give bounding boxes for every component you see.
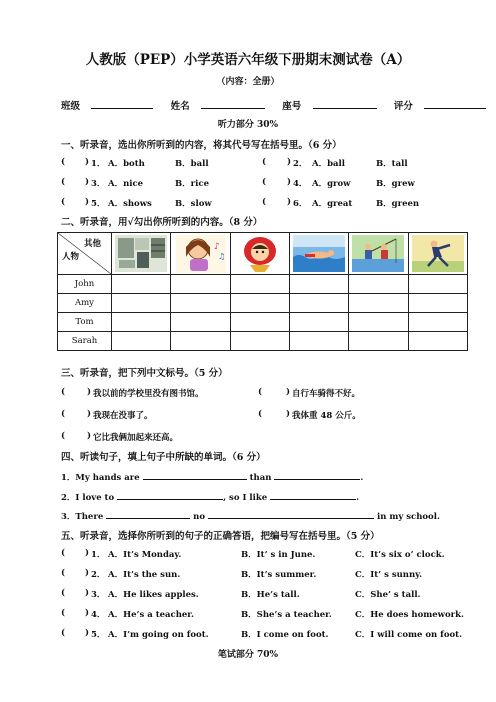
written-part-title: 笔试部分 70% — [217, 650, 279, 660]
picture-library — [112, 233, 171, 275]
table-row — [58, 313, 468, 332]
corner-label-bottom: 人物 — [62, 252, 80, 262]
picture-fishing — [349, 233, 408, 275]
class-label: 班级 — [61, 101, 81, 112]
section4-heading: 四、听读句子，填上句子中所缺的单词。（6 分） — [61, 452, 266, 463]
check-cell[interactable] — [349, 332, 408, 351]
class-field[interactable] — [91, 100, 153, 109]
answer-paren[interactable]: ( — [61, 608, 66, 618]
check-cell[interactable] — [112, 313, 171, 332]
check-cell[interactable] — [408, 294, 467, 313]
svg-text:♪: ♪ — [213, 241, 220, 252]
check-cell[interactable] — [171, 332, 230, 351]
picture-girl-singing — [171, 233, 230, 275]
singing-girl-icon — [176, 235, 226, 273]
fill-line-3: 3．There no in my school. — [61, 512, 440, 522]
answer-paren[interactable]: ( — [262, 197, 267, 207]
row-name: Amy — [58, 294, 112, 313]
library-icon — [115, 235, 167, 272]
fill-blank[interactable] — [106, 510, 190, 519]
fill-blank[interactable] — [274, 471, 360, 480]
fill-blank[interactable] — [143, 471, 247, 480]
section2-heading: 二、听录音，用√勾出你所听到的内容。（8 分） — [61, 217, 263, 228]
check-cell[interactable] — [112, 332, 171, 351]
fill-blank[interactable] — [270, 491, 356, 500]
answer-paren[interactable]: ( — [61, 409, 66, 419]
name-field[interactable] — [201, 100, 265, 109]
answer-paren[interactable]: ( — [61, 431, 66, 441]
answer-paren[interactable]: ( — [262, 177, 267, 187]
check-cell[interactable] — [230, 332, 289, 351]
check-cell[interactable] — [112, 275, 171, 294]
swimming-icon — [293, 235, 345, 272]
seat-field[interactable] — [313, 100, 377, 109]
table-row — [58, 294, 468, 313]
fill-blank[interactable] — [208, 510, 374, 519]
picture-girl-red-hood — [230, 233, 289, 275]
student-info-line — [61, 98, 486, 112]
svg-text:♫: ♫ — [217, 251, 225, 261]
row-name: Sarah — [58, 332, 112, 351]
check-cell[interactable] — [408, 313, 467, 332]
seat-label: 座号 — [282, 101, 302, 112]
answer-paren[interactable]: ( — [61, 387, 66, 397]
table-row — [58, 332, 468, 351]
answer-paren[interactable]: ( — [61, 157, 66, 167]
row-name: Tom — [58, 313, 112, 332]
check-cell[interactable] — [349, 294, 408, 313]
section5-heading: 五、听录音，选择你所听到的句子的正确答语，把编号写在括号里。（5 分） — [61, 531, 380, 542]
listening-part-title: 听力部分 30% — [217, 120, 279, 130]
check-cell[interactable] — [171, 313, 230, 332]
check-cell[interactable] — [289, 313, 348, 332]
picture-swimming — [289, 233, 348, 275]
check-cell[interactable] — [230, 294, 289, 313]
check-cell[interactable] — [230, 313, 289, 332]
check-cell[interactable] — [349, 275, 408, 294]
answer-paren[interactable]: ( — [262, 157, 267, 167]
kung-fu-icon — [412, 235, 464, 272]
check-cell[interactable] — [408, 275, 467, 294]
answer-paren[interactable]: ( — [61, 177, 66, 187]
fishing-icon — [352, 235, 404, 272]
fill-line-2: 2．I love to , so I like . — [61, 493, 360, 503]
row-name: John — [58, 275, 112, 294]
table-corner-cell — [58, 233, 112, 275]
answer-paren[interactable]: ( — [258, 409, 263, 419]
check-cell[interactable] — [289, 275, 348, 294]
page-title: 人教版（PEP）小学英语六年级下册期末测试卷（A） — [85, 52, 411, 68]
score-field[interactable] — [424, 100, 486, 109]
answer-paren[interactable]: ( — [61, 568, 66, 578]
answer-paren[interactable]: ( — [61, 588, 66, 598]
check-cell[interactable] — [230, 275, 289, 294]
score-label: 评分 — [393, 101, 413, 112]
check-cell[interactable] — [408, 332, 467, 351]
check-cell[interactable] — [289, 332, 348, 351]
listening-checklist-table — [57, 232, 468, 351]
page-subtitle: （内容：全册） — [216, 77, 280, 87]
corner-label-top: 其他 — [83, 239, 101, 249]
name-label: 姓名 — [170, 101, 190, 112]
section3-heading: 三、听录音，把下列中文标号。（5 分） — [61, 368, 228, 379]
answer-paren[interactable]: ( — [258, 387, 263, 397]
picture-kung-fu — [408, 233, 467, 275]
answer-paren[interactable]: ( — [61, 628, 66, 638]
section1-heading: 一、听录音，选出你所听到的内容，将其代号写在括号里。（6 分） — [61, 140, 342, 151]
check-cell[interactable] — [349, 313, 408, 332]
check-cell[interactable] — [171, 275, 230, 294]
fill-line-1: 1．My hands are than . — [61, 473, 364, 483]
fill-blank[interactable] — [117, 491, 223, 500]
answer-paren[interactable]: ( — [61, 548, 66, 558]
check-cell[interactable] — [171, 294, 230, 313]
red-hood-girl-icon — [237, 235, 283, 273]
check-cell[interactable] — [112, 294, 171, 313]
check-cell[interactable] — [289, 294, 348, 313]
answer-paren[interactable]: ( — [61, 197, 66, 207]
table-row — [58, 275, 468, 294]
